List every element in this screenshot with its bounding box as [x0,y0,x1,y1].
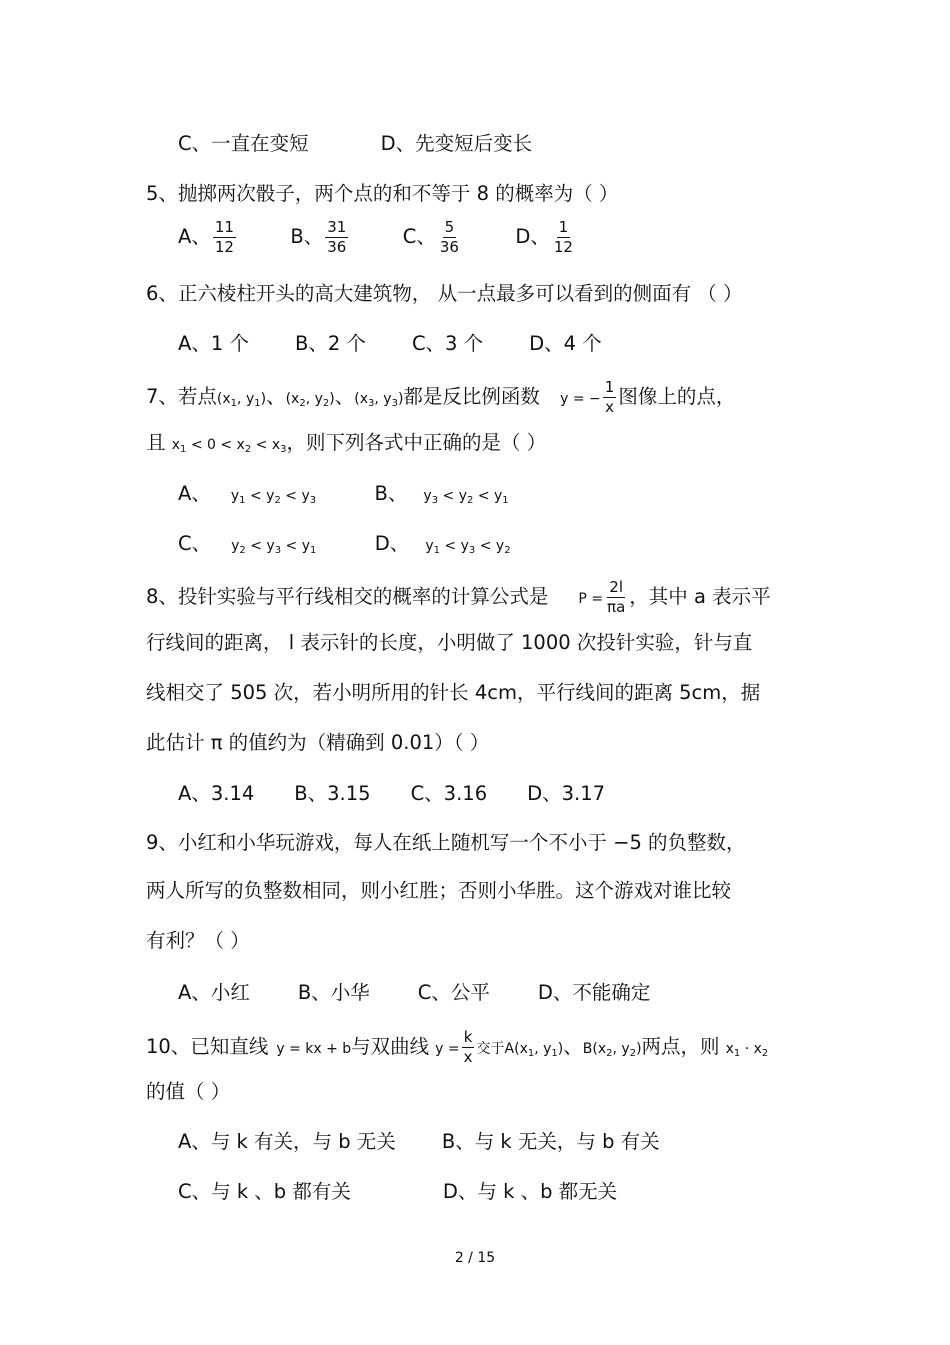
q10-options-cd: C、与 k 、b 都有关 D、与 k 、b 都无关 [178,1180,618,1203]
q5-b-frac: $\frac{31}{36}$ [327,218,347,256]
q5-a-frac: $\frac{11}{12}$ [214,218,234,256]
q10-hyperbola-frac: $\frac{k}{x}$ [463,1028,473,1066]
page-number: 2 / 15 [454,1250,496,1266]
q7-question-line2: 且 $x_1 < 0 < x_2 < x_3$，则下列各式中正确的是（ ） [146,431,547,455]
q7-options-cd: C、 $y_2 < y_3 < y_1$ D、 $y_1 < y_3 < y_2$ [178,532,511,556]
q9-question-line2: 两人所写的负整数相同，则小红胜；否则小华胜。这个游戏对谁比较 [146,879,732,902]
q4-options-cd: C、一直在变短 D、先变短后变长 [178,132,533,155]
q8-formula-frac: $\frac{2l}{\pi a}$ [607,578,626,616]
q8-options: A、3.14 B、3.15 C、3.16 D、3.17 [178,782,606,805]
q10-options-ab: A、与 k 有关，与 b 无关 B、与 k 无关，与 b 有关 [178,1130,660,1153]
q8-question-line2: 行线间的距离， l 表示针的长度，小明做了 1000 次投针实验，针与直 [146,631,753,654]
q7-func-frac: $\frac{1}{x}$ [604,378,615,416]
q9-options: A、小红 B、小华 C、公平 D、不能确定 [178,981,651,1004]
q6-options: A、1 个 B、2 个 C、3 个 D、4 个 [178,332,602,355]
q10-question-line2: 的值（ ） [146,1080,231,1103]
q8-question-line1: 8、投针实验与平行线相交的概率的计算公式是 P = $\frac{2l}{\pi a}$ ，其中 a 表示平 [146,578,771,616]
q9-question-line3: 有利？（ ） [146,929,250,952]
q7-question-line1: 7、若点($x_1$, $y_1$)、($x_2$, $y_2$)、($x_3$, $y_3$)都是反比例函数 y = − $\frac{1}{x}$ 图像上的点， [146,378,736,416]
q9-question-line1: 9、小红和小华玩游戏，每人在纸上随机写一个不小于 −5 的负整数， [146,831,746,854]
q6-question: 6、正六棱柱开头的高大建筑物， 从一点最多可以看到的侧面有 （ ） [146,282,743,305]
q5-options: A、 $\frac{11}{12}$ B、 $\frac{31}{36}$ C、 $\frac{5}{36}$ D、 $\frac{1}{12}$ [178,218,573,256]
q5-c-frac: $\frac{5}{36}$ [439,218,459,256]
q10-question-line1: 10、已知直线 y = kx + b与双曲线 y = $\frac{k}{x}$ 交于$A(x_1$, $y_1$)、$B(x_2$, $y_2$)两点，则 $x_1 \cdot x_2$ [146,1028,769,1066]
q8-question-line4: 此估计 π 的值约为（精确到 0.01）（ ） [146,731,490,754]
q7-options-ab: A、 $y_1 < y_2 < y_3$ B、 $y_3 < y_2 < y_1$ [178,482,509,506]
q5-question: 5、抛掷两次骰子，两个点的和不等于 8 的概率为（ ） [146,182,619,205]
q8-question-line3: 线相交了 505 次，若小明所用的针长 4cm，平行线间的距离 5cm，据 [146,681,761,704]
q5-d-frac: $\frac{1}{12}$ [553,218,573,256]
